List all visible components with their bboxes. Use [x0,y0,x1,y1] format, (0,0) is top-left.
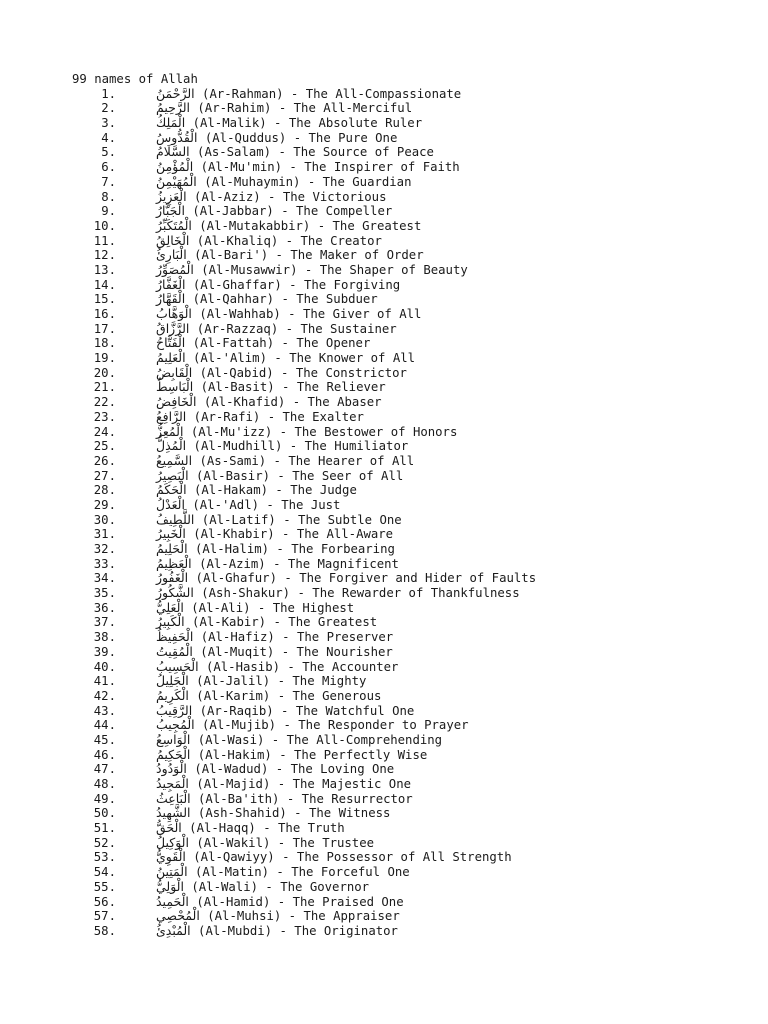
name-transliteration-meaning: (Al-Kabir) - The Greatest [184,615,378,630]
list-item [72,439,752,454]
list-item [72,909,752,924]
arabic-name: الْعَظِيمُ [156,555,192,571]
name-transliteration-meaning: (Al-Muhaymin) - The Guardian [196,174,412,189]
spacer [116,116,156,131]
item-number: 24. [93,424,116,439]
list-item [72,527,752,542]
item-number: 49. [93,791,116,806]
spacer [116,322,156,337]
name-transliteration-meaning: (Ash-Shahid) - The Witness [190,806,391,821]
arabic-name: الْبَاسِطُ [156,379,194,395]
item-number: 13. [93,262,116,277]
list-item [72,263,752,278]
list-item [72,219,752,234]
list-item [72,645,752,660]
name-transliteration-meaning: (Al-Ghafur) - The Forgiver and Hider of Faults [188,571,537,586]
item-number: 57. [93,909,116,924]
list-item [72,586,752,601]
name-transliteration-meaning: (Al-Karim) - The Generous [188,688,382,703]
arabic-name: الْمَلِكُ [156,115,186,131]
item-number: 18. [93,336,116,351]
spacer [116,483,156,498]
item-number: 11. [93,233,116,248]
spacer [116,175,156,190]
item-number: 32. [93,542,116,557]
arabic-name: الْحَسِيبُ [156,658,199,674]
name-transliteration-meaning: (Al-Wali) - The Governor [183,879,370,894]
item-number: 17. [93,321,116,336]
list-item [72,87,752,102]
spacer [116,689,156,704]
spacer [116,836,156,851]
list-item [72,204,752,219]
item-number: 10. [93,218,116,233]
spacer [116,410,156,425]
arabic-name: الْجَبَّارُ [156,203,185,219]
list-item [72,380,752,395]
item-number: 21. [93,380,116,395]
list-item [72,425,752,440]
arabic-name: الشَّهِيدُ [156,805,191,821]
spacer [116,160,156,175]
spacer [116,87,156,102]
list-item [72,689,752,704]
arabic-name: الْمُتَكَبِّرُ [156,217,192,233]
item-number: 4. [101,130,116,145]
item-number: 2. [101,101,116,116]
list-item [72,777,752,792]
item-number: 22. [93,395,116,410]
list-item [72,160,752,175]
name-transliteration-meaning: (Al-Halim) - The Forbearing [187,542,395,557]
spacer [116,351,156,366]
arabic-name: الرَّحْمَنُ [156,85,195,101]
arabic-name: الْمَجِيدُ [156,776,189,792]
name-transliteration-meaning: (Al-Muhsi) - The Appraiser [199,909,400,924]
item-number: 30. [93,512,116,527]
name-transliteration-meaning: (Al-Mudhill) - The Humiliator [186,439,409,454]
name-transliteration-meaning: (Al-Hakim) - The Perfectly Wise [190,747,428,762]
name-transliteration-meaning: (Al-Qahhar) - The Subduer [185,292,378,307]
name-transliteration-meaning: (Al-Hamid) - The Praised One [188,894,404,909]
item-number: 46. [93,747,116,762]
spacer [116,101,156,116]
name-transliteration-meaning: (Al-Khafid) - The Abaser [196,395,382,410]
arabic-name: الْمُهَيْمِنُ [156,173,197,189]
name-transliteration-meaning: (Al-Muqit) - The Nourisher [192,644,393,659]
item-number: 9. [101,204,116,219]
arabic-name: الْحَقُّ [156,820,182,836]
spacer [116,748,156,763]
name-transliteration-meaning: (Al-Qawiyy) - The Possessor of All Strength [185,850,512,865]
item-number: 27. [93,468,116,483]
list-item [72,351,752,366]
name-transliteration-meaning: (Al-'Alim) - The Knower of All [185,351,416,366]
item-number: 43. [93,703,116,718]
arabic-name: الْعَلِيمُ [156,350,186,366]
name-transliteration-meaning: (Al-Ali) - The Highest [183,600,355,615]
arabic-name: الْمُصَوِّرُ [156,261,194,277]
arabic-name: الْمُبْدِئُ [156,922,191,938]
item-number: 25. [93,439,116,454]
arabic-name: الْوَلِيُّ [156,878,184,894]
arabic-name: الْبَصِيرُ [156,467,189,483]
name-transliteration-meaning: (Al-Bari') - The Maker of Order [186,248,424,263]
spacer [116,645,156,660]
spacer [116,454,156,469]
list-item [72,454,752,469]
list-item [72,190,752,205]
arabic-name: الْمُقِيتُ [156,643,193,659]
arabic-name: الْعَدْلُ [156,496,185,512]
spacer [116,586,156,601]
item-number: 53. [93,850,116,865]
name-transliteration-meaning: (Al-Hakam) - The Judge [186,483,357,498]
list-item [72,292,752,307]
arabic-name: الْغَفُورُ [156,570,189,586]
spacer [116,439,156,454]
name-transliteration-meaning: (Al-Azim) - The Magnificent [191,556,399,571]
spacer [116,909,156,924]
arabic-name: الْبَارِئُ [156,247,187,263]
list-item [72,101,752,116]
name-transliteration-meaning: (Al-Mujib) - The Responder to Prayer [194,718,469,733]
arabic-name: الْخَالِقُ [156,232,190,248]
arabic-name: اللَّطِيفُ [156,511,195,527]
name-transliteration-meaning: (Al-Aziz) - The Victorious [186,189,387,204]
name-transliteration-meaning: (Ar-Rahim) - The All-Merciful [190,101,413,116]
arabic-name: الْخَافِضُ [156,394,197,410]
name-transliteration-meaning: (Al-Ghaffar) - The Forgiving [185,277,401,292]
arabic-name: الْكَبِيرُ [156,614,185,630]
item-number: 48. [93,777,116,792]
item-number: 51. [93,821,116,836]
name-transliteration-meaning: (Al-Mubdi) - The Originator [190,923,398,938]
item-number: 20. [93,365,116,380]
list-item [72,762,752,777]
list-item [72,571,752,586]
arabic-name: الْمُذِلُّ [156,438,187,454]
spacer [116,895,156,910]
spacer [116,792,156,807]
item-number: 56. [93,894,116,909]
list-item [72,542,752,557]
name-transliteration-meaning: (Al-Majid) - The Majestic One [188,777,412,792]
list-item [72,924,752,939]
list-item [72,630,752,645]
arabic-name: الْفَتَّاحُ [156,335,186,351]
arabic-name: الْقَهَّارُ [156,291,186,307]
spacer [116,498,156,513]
arabic-name: الْعَزِيزُ [156,188,187,204]
arabic-name: الْحَلِيمُ [156,541,188,557]
arabic-name: الْمُجِيبُ [156,717,195,733]
item-number: 40. [93,659,116,674]
document-title: 99 names of Allah [72,72,198,86]
spacer [116,821,156,836]
spacer [116,425,156,440]
arabic-name: الرَّقِيبُ [156,702,193,718]
item-number: 23. [93,409,116,424]
spacer [116,263,156,278]
arabic-name: الْخَبِيرُ [156,526,186,542]
list-item [72,718,752,733]
name-transliteration-meaning: (Ar-Rahman) - The All-Compassionate [194,86,462,101]
arabic-name: الْكَرِيمُ [156,687,189,703]
arabic-name: الْوَاسِعُ [156,731,191,747]
item-number: 41. [93,674,116,689]
spacer [116,924,156,939]
list-item [72,895,752,910]
spacer [116,718,156,733]
arabic-name: الشَّكُورُ [156,585,194,601]
list-item [72,733,752,748]
name-transliteration-meaning: (Ar-Razzaq) - The Sustainer [189,321,397,336]
name-transliteration-meaning: (Al-Basit) - The Reliever [193,380,386,395]
item-number: 38. [93,630,116,645]
spacer [116,469,156,484]
spacer [116,630,156,645]
spacer [116,307,156,322]
arabic-name: الْقَابِضُ [156,364,193,380]
list-item [72,307,752,322]
spacer [116,704,156,719]
spacer [116,850,156,865]
item-number: 5. [101,145,116,160]
arabic-name: الْمُؤْمِنُ [156,159,194,175]
name-transliteration-meaning: (Al-Qabid) - The Constrictor [192,365,407,380]
name-transliteration-meaning: (Al-Basir) - The Seer of All [188,468,404,483]
item-number: 15. [93,292,116,307]
name-transliteration-meaning: (Al-Fattah) - The Opener [185,336,371,351]
item-number: 3. [101,116,116,131]
list-item [72,410,752,425]
spacer [116,615,156,630]
arabic-name: الْمُعِزُّ [156,423,184,439]
item-number: 58. [93,923,116,938]
name-transliteration-meaning: (Al-Hafiz) - The Preserver [193,630,394,645]
list-item [72,131,752,146]
name-transliteration-meaning: (Al-Wahhab) - The Giver of All [191,307,422,322]
item-number: 54. [93,865,116,880]
item-number: 42. [93,688,116,703]
name-transliteration-meaning: (Al-Mu'min) - The Inspirer of Faith [193,160,460,175]
spacer [116,234,156,249]
arabic-name: السَّمِيعُ [156,452,193,468]
list-item [72,483,752,498]
arabic-name: الْحَمِيدُ [156,893,189,909]
name-transliteration-meaning: (Al-Ba'ith) - The Resurrector [190,791,413,806]
name-transliteration-meaning: (Al-'Adl) - The Just [184,497,341,512]
name-transliteration-meaning: (Ar-Rafi) - The Exalter [186,409,364,424]
list-item [72,850,752,865]
spacer [116,292,156,307]
list-item [72,145,752,160]
spacer [116,366,156,381]
name-transliteration-meaning: (Al-Mu'izz) - The Bestower of Honors [183,424,458,439]
item-number: 37. [93,615,116,630]
spacer [116,145,156,160]
arabic-name: الْعَلِيُّ [156,599,184,615]
name-transliteration-meaning: (Al-Latif) - The Subtle One [194,512,402,527]
item-number: 52. [93,835,116,850]
list-item [72,248,752,263]
list-item [72,615,752,630]
item-number: 7. [101,174,116,189]
arabic-name: الْحَكَمُ [156,482,187,498]
list-item [72,175,752,190]
item-number: 45. [93,732,116,747]
arabic-name: الْحَكِيمُ [156,746,191,762]
name-transliteration-meaning: (Al-Musawwir) - The Shaper of Beauty [193,262,468,277]
spacer [116,542,156,557]
arabic-name: الرَّزَّاقُ [156,320,190,336]
spacer [116,601,156,616]
document-body [72,72,752,939]
arabic-name: الرَّافِعُ [156,408,187,424]
item-number: 16. [93,307,116,322]
spacer [116,190,156,205]
list-item [72,660,752,675]
arabic-name: الْمُحْصِي [156,908,200,924]
name-transliteration-meaning: (Al-Wasi) - The All-Comprehending [190,732,443,747]
arabic-name: الْجَلِيلُ [156,673,189,689]
item-number: 12. [93,248,116,263]
list-item [72,116,752,131]
item-number: 33. [93,556,116,571]
spacer [116,380,156,395]
spacer [116,806,156,821]
spacer [116,248,156,263]
name-transliteration-meaning: (Al-Malik) - The Absolute Ruler [185,116,423,131]
name-transliteration-meaning: (Al-Haqq) - The Truth [181,821,345,836]
spacer [116,513,156,528]
arabic-name: الْحَفِيظُ [156,629,194,645]
name-transliteration-meaning: (Al-Hasib) - The Accounter [198,659,399,674]
name-transliteration-meaning: (Al-Jabbar) - The Compeller [184,204,393,219]
spacer [116,204,156,219]
item-number: 8. [101,189,116,204]
arabic-name: الْوَدُودُ [156,761,187,777]
item-number: 29. [93,497,116,512]
spacer [116,278,156,293]
list-item [72,498,752,513]
name-transliteration-meaning: (Al-Wadud) - The Loving One [186,762,395,777]
name-transliteration-meaning: (Al-Khaliq) - The Creator [189,233,382,248]
arabic-name: الْوَكِيلُ [156,834,189,850]
spacer [116,219,156,234]
name-transliteration-meaning: (As-Sami) - The Hearer of All [192,453,415,468]
name-transliteration-meaning: (Ash-Shakur) - The Rewarder of Thankfulness [193,586,520,601]
spacer [116,336,156,351]
item-number: 36. [93,600,116,615]
spacer [116,880,156,895]
item-number: 28. [93,483,116,498]
spacer [116,762,156,777]
name-transliteration-meaning: (Al-Matin) - The Forceful One [187,865,410,880]
item-number: 44. [93,718,116,733]
item-number: 6. [101,160,116,175]
name-transliteration-meaning: (Al-Mutakabbir) - The Greatest [191,218,422,233]
item-number: 19. [93,351,116,366]
name-transliteration-meaning: (Al-Khabir) - The All-Aware [185,527,394,542]
name-transliteration-meaning: (Al-Quddus) - The Pure One [197,130,398,145]
list-item [72,880,752,895]
arabic-name: الرَّحِيمُ [156,100,190,116]
spacer [116,660,156,675]
spacer [116,527,156,542]
spacer [116,571,156,586]
list-item [72,821,752,836]
spacer [116,557,156,572]
spacer [116,395,156,410]
name-transliteration-meaning: (Ar-Raqib) - The Watchful One [192,703,415,718]
spacer [116,777,156,792]
arabic-name: الْقَوِيُّ [156,849,186,865]
list-item [72,395,752,410]
item-number: 14. [93,277,116,292]
item-number: 31. [93,527,116,542]
arabic-name: الْغَفَّارُ [156,276,186,292]
item-number: 26. [93,453,116,468]
list-item [72,674,752,689]
item-number: 47. [93,762,116,777]
item-number: 35. [93,586,116,601]
spacer [116,131,156,146]
item-number: 39. [93,644,116,659]
names-list [72,87,752,939]
arabic-name: السَّلَامُ [156,144,190,160]
item-number: 50. [93,806,116,821]
name-transliteration-meaning: (Al-Jalil) - The Mighty [188,674,367,689]
item-number: 34. [93,571,116,586]
spacer [116,674,156,689]
item-number: 55. [93,879,116,894]
spacer [116,865,156,880]
list-item [72,336,752,351]
spacer [116,733,156,748]
arabic-name: الْبَاعِثُ [156,790,191,806]
item-number: 1. [101,86,116,101]
name-transliteration-meaning: (As-Salam) - The Source of Peace [189,145,434,160]
list-item [72,865,752,880]
name-transliteration-meaning: (Al-Wakil) - The Trustee [188,835,375,850]
arabic-name: الْقُدُّوسُ [156,129,198,145]
arabic-name: الْمَتِينُ [156,864,188,880]
arabic-name: الْوَهَّابُ [156,306,192,322]
list-item [72,806,752,821]
